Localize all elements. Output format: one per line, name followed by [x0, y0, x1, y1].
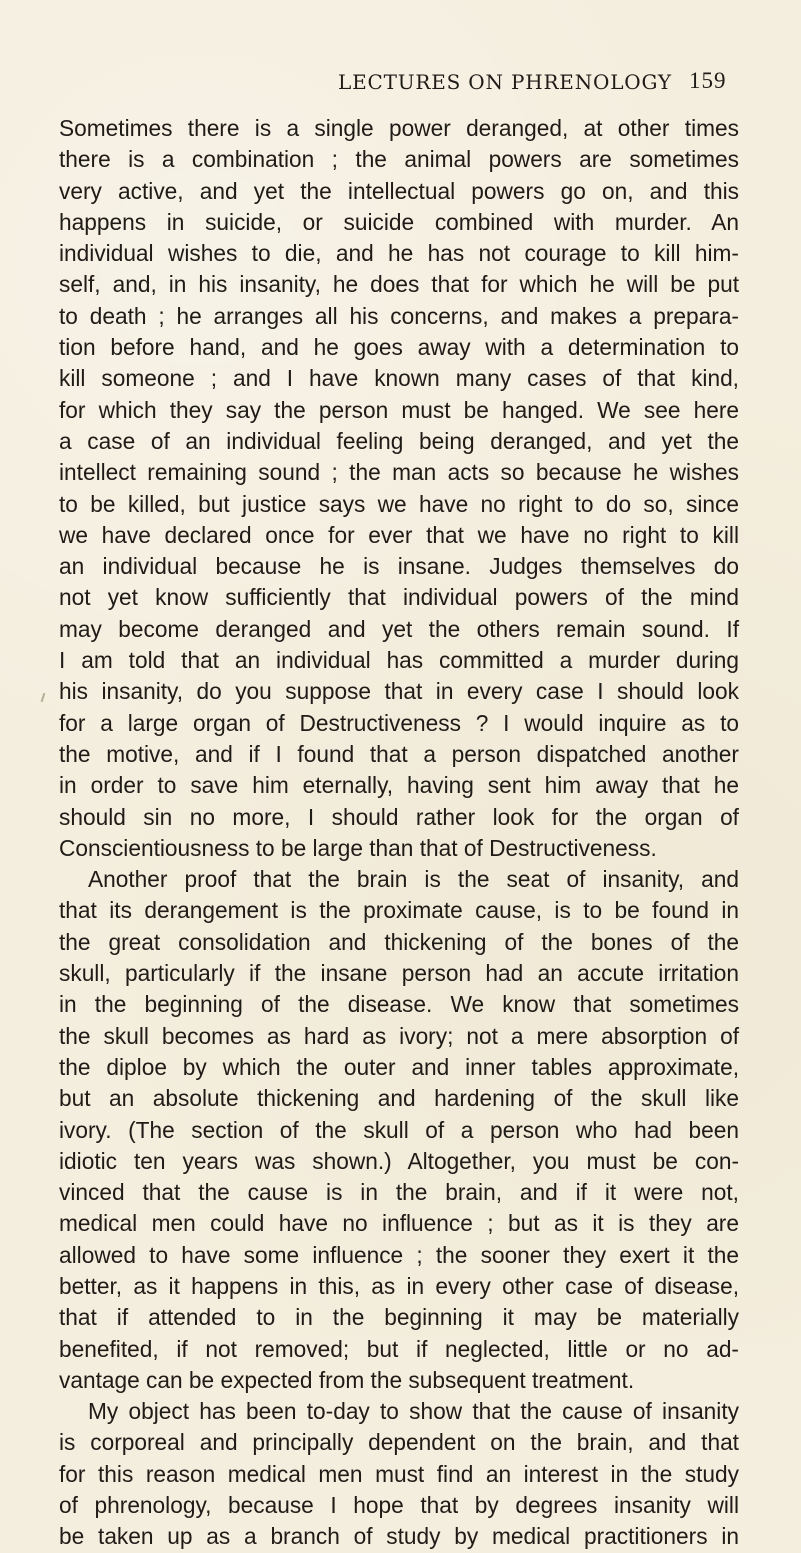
text-line: in the beginning of the disease. We know that sometimes	[59, 991, 739, 1018]
text-line: for this reason medical men must find an interest in the study	[59, 1460, 739, 1487]
page-header	[0, 70, 801, 102]
text-line: benefited, if not removed; but if neglected, little or no ad-	[59, 1335, 739, 1362]
text-line: Sometimes there is a single power deranged, at other times	[59, 115, 739, 141]
text-line: that if attended to in the beginning it may be materially	[59, 1304, 739, 1331]
text-line: we have declared once for ever that we have no right to kill	[59, 521, 739, 548]
page-number: 159	[689, 68, 727, 93]
text-line: kill someone ; and I have known many cases of that kind,	[59, 365, 739, 392]
text-line: of phrenology, because I hope that by degrees insanity will	[59, 1492, 739, 1519]
text-line: very active, and yet the intellectual powers go on, and this	[59, 177, 739, 204]
text-line: ivory. (The section of the skull of a person who had been	[59, 1116, 739, 1143]
text-line: his insanity, do you suppose that in every case I should look	[59, 678, 739, 705]
text-line: not yet know sufficiently that individual powers of the mind	[59, 584, 739, 611]
text-line: the skull becomes as hard as ivory; not a mere absorption of	[59, 1022, 739, 1049]
text-line: the diploe by which the outer and inner tables approximate,	[59, 1053, 739, 1080]
text-line: for which they say the person must be hanged. We see here	[59, 396, 739, 423]
margin-mark	[41, 693, 46, 702]
text-line: self, and, in his insanity, he does that for which he will be put	[59, 271, 739, 298]
text-line: to be killed, but justice says we have no right to do so, since	[59, 490, 739, 517]
text-line: the great consolidation and thickening of the bones of the	[59, 928, 739, 955]
text-line: allowed to have some influence ; the sooner they exert it the	[59, 1241, 739, 1268]
text-line: Conscientiousness to be large than that of Destructiveness.	[59, 834, 657, 861]
text-line: in order to save him eternally, having sent him away that he	[59, 772, 739, 799]
text-line: an individual because he is insane. Judges themselves do	[59, 553, 739, 580]
running-head: LECTURES ON PHRENOLOGY	[338, 70, 672, 94]
text-line: medical men could have no influence ; but as it is they are	[59, 1210, 739, 1237]
text-line: better, as it happens in this, as in every other case of disease,	[59, 1272, 739, 1299]
text-line: vinced that the cause is in the brain, and if it were not,	[59, 1179, 739, 1206]
text-line: happens in suicide, or suicide combined with murder. An	[59, 208, 739, 235]
text-line: My object has been to-day to show that the cause of insanity	[88, 1398, 739, 1425]
text-line: vantage can be expected from the subsequent treatment.	[59, 1366, 635, 1393]
text-line: the motive, and if I found that a person dispatched another	[59, 740, 739, 767]
text-line: may become deranged and yet the others remain sound. If	[59, 615, 739, 642]
text-line: Another proof that the brain is the seat of insanity, and	[88, 866, 739, 893]
text-line: should sin no more, I should rather look for the organ of	[59, 803, 739, 830]
text-line: for a large organ of Destructiveness ? I would inquire as to	[59, 709, 739, 736]
text-line: a case of an individual feeling being deranged, and yet the	[59, 427, 739, 454]
text-line: be taken up as a branch of study by medical practitioners in	[59, 1523, 739, 1550]
text-line: I am told that an individual has committed a murder during	[59, 647, 739, 674]
text-line: idiotic ten years was shown.) Altogether, you must be con-	[59, 1147, 739, 1174]
text-line: there is a combination ; the animal powers are sometimes	[59, 146, 739, 173]
text-line: but an absolute thickening and hardening of the skull like	[59, 1085, 739, 1112]
text-line: individual wishes to die, and he has not courage to kill him-	[59, 240, 739, 267]
text-line: is corporeal and principally dependent on the brain, and that	[59, 1429, 739, 1456]
text-line: skull, particularly if the insane person had an accute irritation	[59, 960, 739, 987]
text-line: intellect remaining sound ; the man acts so because he wishes	[59, 459, 739, 486]
text-line: to death ; he arranges all his concerns, and makes a prepara-	[59, 302, 739, 329]
text-line: tion before hand, and he goes away with a determination to	[59, 334, 739, 361]
text-line: that its derangement is the proximate cause, is to be found in	[59, 897, 739, 924]
